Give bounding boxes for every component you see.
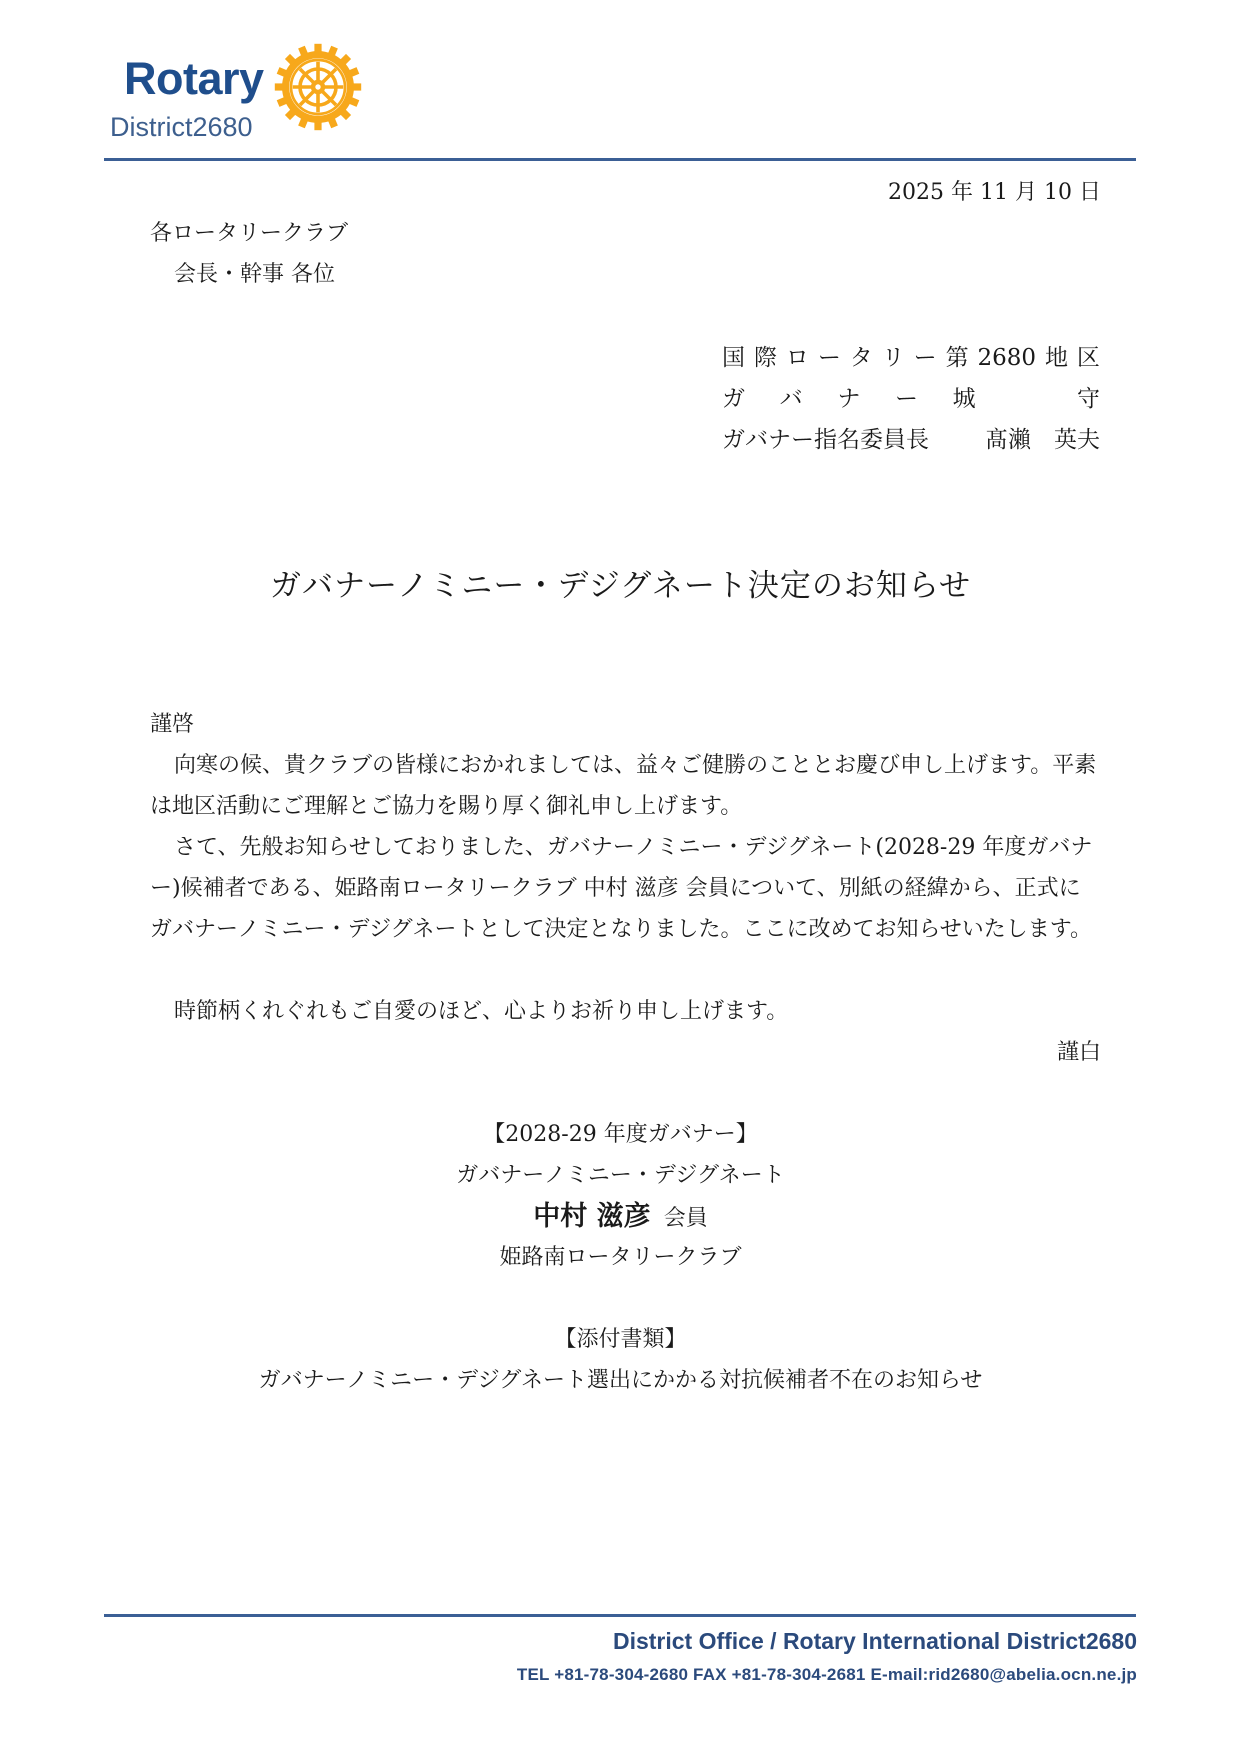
document-date: 2025 年 11 月 10 日 [888, 180, 1101, 205]
body-paragraph-1: 向寒の候、貴クラブの皆様におかれましては、益々ご健勝のこととお慶び申し上げます。平素は地区活動にご理解とご協力を賜り厚く御礼申し上げます。 [150, 753, 1097, 819]
org-char: リ [881, 345, 905, 371]
governor-char: ガ [722, 386, 745, 412]
org-char: 2680 [977, 345, 1037, 371]
nominee-club: 姫路南ロータリークラブ [499, 1245, 742, 1270]
rotary-wheel-icon [273, 42, 363, 132]
org-char: ー [913, 345, 937, 371]
governor-char: 城 [952, 386, 976, 412]
governor-char: 守 [1076, 386, 1100, 412]
org-char: ロ [785, 345, 809, 371]
org-char: タ [849, 345, 873, 371]
body-paragraph-2: さて、先般お知らせしておりました、ガバナーノミニー・デジグネート(2028-29 年度ガバナー)候補者である、姫路南ロータリークラブ 中村 滋彦 会員について、別紙の経緯から、正式にガバナーノミニー・デジグネートとして決定となりました。ここに改めてお知らせいたします。 [150, 835, 1093, 942]
opening-salutation: 謹啓 [150, 712, 195, 737]
attachments-label: 【添付書類】 [554, 1327, 687, 1352]
sender-governor [722, 379, 1100, 420]
nominee-suffix: 会員 [663, 1206, 708, 1231]
org-char: ー [817, 345, 841, 371]
org-char: 第 [945, 345, 969, 371]
recipient-line-2: 会長・幹事 各位 [174, 262, 335, 287]
logo-district-label: District2680 [110, 112, 253, 142]
governor-char: バ [779, 386, 803, 412]
nominee-role: ガバナーノミニー・デジグネート [456, 1163, 785, 1188]
closing-salutation: 謹白 [1056, 1040, 1101, 1065]
org-char: 際 [753, 345, 777, 371]
sender-committee-chair [722, 420, 1100, 461]
recipient-line-1: 各ロータリークラブ [150, 221, 349, 246]
footer-office: District Office / Rotary International District2680 [612, 1628, 1137, 1654]
footer-contact: TEL +81-78-304-2680 FAX +81-78-304-2681 E-mail:rid2680@abelia.ocn.ne.jp [516, 1665, 1137, 1684]
org-char: 地 [1044, 345, 1068, 371]
attachment-item: ガバナーノミニー・デジグネート選出にかかる対抗候補者不在のお知らせ [258, 1368, 983, 1393]
governor-char: ナ [837, 386, 861, 412]
document-title: ガバナーノミニー・デジグネート決定のお知らせ [270, 568, 971, 604]
committee-title: ガバナー指名委員長 [722, 427, 929, 453]
header-divider [104, 158, 1136, 161]
governor-char: ー [894, 386, 918, 412]
logo-rotary-wordmark: Rotary [124, 53, 264, 104]
nominee-year-label: 【2028-29 年度ガバナー】 [483, 1122, 758, 1147]
nominee-name-line [0, 1196, 1241, 1240]
body-paragraph-3: 時節柄くれぐれもご自愛のほど、心よりお祈り申し上げます。 [174, 999, 789, 1024]
footer-divider [104, 1614, 1136, 1617]
org-char: 国 [722, 345, 745, 371]
committee-chair-name: 髙瀨 英夫 [985, 427, 1100, 453]
org-char: 区 [1076, 345, 1100, 371]
sender-block [722, 338, 1100, 461]
sender-organization [722, 338, 1100, 379]
nominee-name: 中村 滋彦 [533, 1201, 651, 1232]
